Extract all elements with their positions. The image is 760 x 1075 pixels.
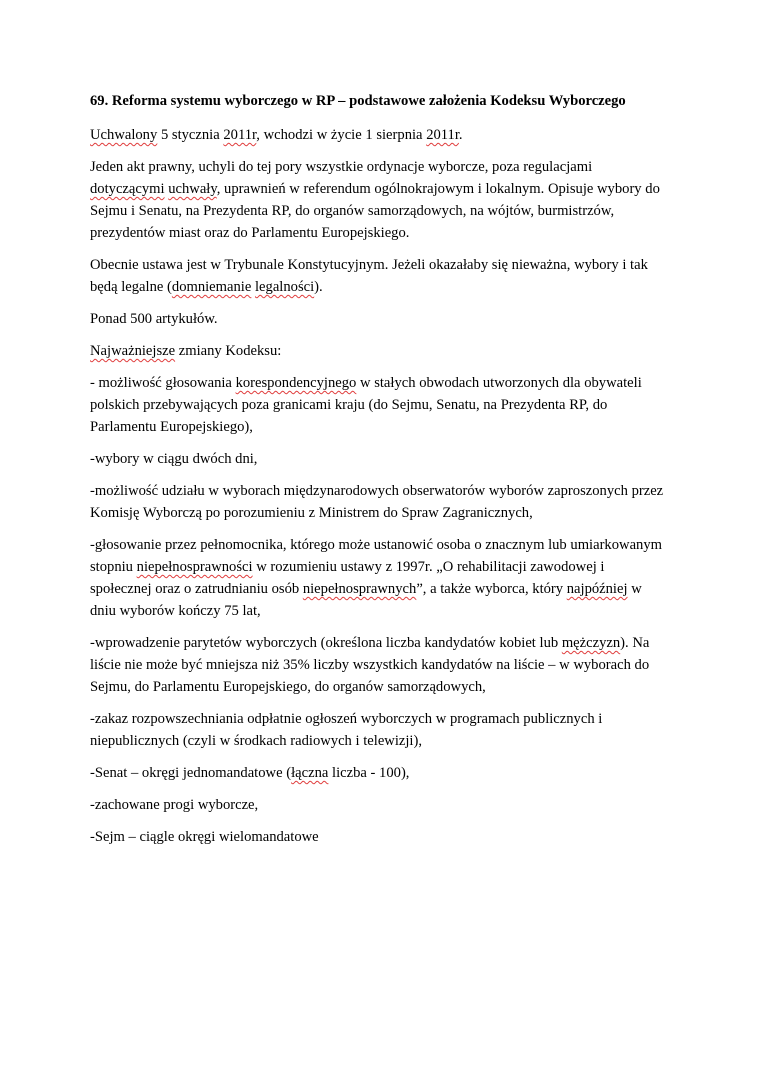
paragraph: -głosowanie przez pełnomocnika, którego może ustanowić osoba o znacznym lub umiarkowanym stopniu niepełnosprawności w rozumieniu ustawy z 1997r. „O rehabilitacji zawodowej i społecznej oraz o zatrudnianiu osób niepełnosprawnych”, a także wyborca, który najpóźniej w dniu wyborów kończy 75 lat, [90, 537, 662, 619]
spellcheck-underline: Uchwalony [90, 127, 158, 143]
paragraph: -zakaz rozpowszechniania odpłatnie ogłoszeń wyborczych w programach publicznych i niepublicznych (czyli w środkach radiowych i telewizji), [90, 711, 603, 749]
spellcheck-underline: uchwały [168, 181, 217, 197]
paragraph: Jeden akt prawny, uchyli do tej pory wszystkie ordynacje wyborcze, poza regulacjami dotyczącymi uchwały, uprawnień w referendum ogólnokrajowym i lokalnym. Opisuje wybory do Sejmu i Senatu, na Prezydenta RP, do organów samorządowych, na wójtów, burmistrzów, prezydentów miast oraz do Parlamentu Europejskiego. [90, 159, 660, 241]
paragraph: -Senat – okręgi jednomandatowe (łączna liczba - 100), [90, 765, 410, 781]
paragraph: -wprowadzenie parytetów wyborczych (określona liczba kandydatów kobiet lub mężczyzn). Na liście nie może być mniejsza niż 35% liczby wszystkich kandydatów na liście – w wyborach do Sejmu, do Parlamentu Europejskiego, do organów samorządowych, [90, 635, 650, 695]
spellcheck-underline: łączna [291, 765, 329, 781]
spellcheck-underline: domniemanie [171, 279, 252, 295]
spellcheck-underline: Najważniejsze [90, 343, 176, 359]
spellcheck-underline: mężczyzn [561, 635, 621, 651]
paragraph: Ponad 500 artykułów. [90, 311, 218, 327]
spellcheck-underline: najpóźniej [566, 581, 628, 597]
paragraph: -zachowane progi wyborcze, [90, 797, 259, 813]
paragraph: -Sejm – ciągle okręgi wielomandatowe [90, 829, 319, 845]
document-body [90, 124, 668, 848]
paragraph: Obecnie ustawa jest w Trybunale Konstytucyjnym. Jeżeli okazałaby się nieważna, wybory i tak będą legalne (domniemanie legalności). [90, 257, 648, 295]
spellcheck-underline: 2011r [426, 127, 459, 143]
paragraph: - możliwość głosowania korespondencyjnego w stałych obwodach utworzonych dla obywateli polskich przebywających poza granicami kraju (do Sejmu, Senatu, na Prezydenta RP, do Parlamentu Europejskiego), [90, 375, 642, 435]
spellcheck-underline: 2011r [223, 127, 257, 143]
spellcheck-underline: dotyczącymi [90, 181, 165, 197]
paragraph: Uchwalony 5 stycznia 2011r, wchodzi w życie 1 sierpnia 2011r. [90, 127, 463, 143]
spellcheck-underline: legalności [254, 279, 315, 295]
spellcheck-underline: korespondencyjnego [235, 375, 357, 391]
paragraph: -wybory w ciągu dwóch dni, [90, 451, 258, 467]
paragraph: Najważniejsze zmiany Kodeksu: [90, 343, 282, 359]
spellcheck-underline: niepełnosprawnych [302, 581, 417, 597]
paragraph: -możliwość udziału w wyborach międzynarodowych obserwatorów wyborów zaproszonych przez Komisję Wyborczą po porozumieniu z Ministrem do Spraw Zagranicznych, [90, 483, 664, 521]
document-title: 69. Reforma systemu wyborczego w RP – podstawowe założenia Kodeksu Wyborczego [90, 93, 626, 109]
spellcheck-underline: niepełnosprawności [136, 559, 253, 575]
